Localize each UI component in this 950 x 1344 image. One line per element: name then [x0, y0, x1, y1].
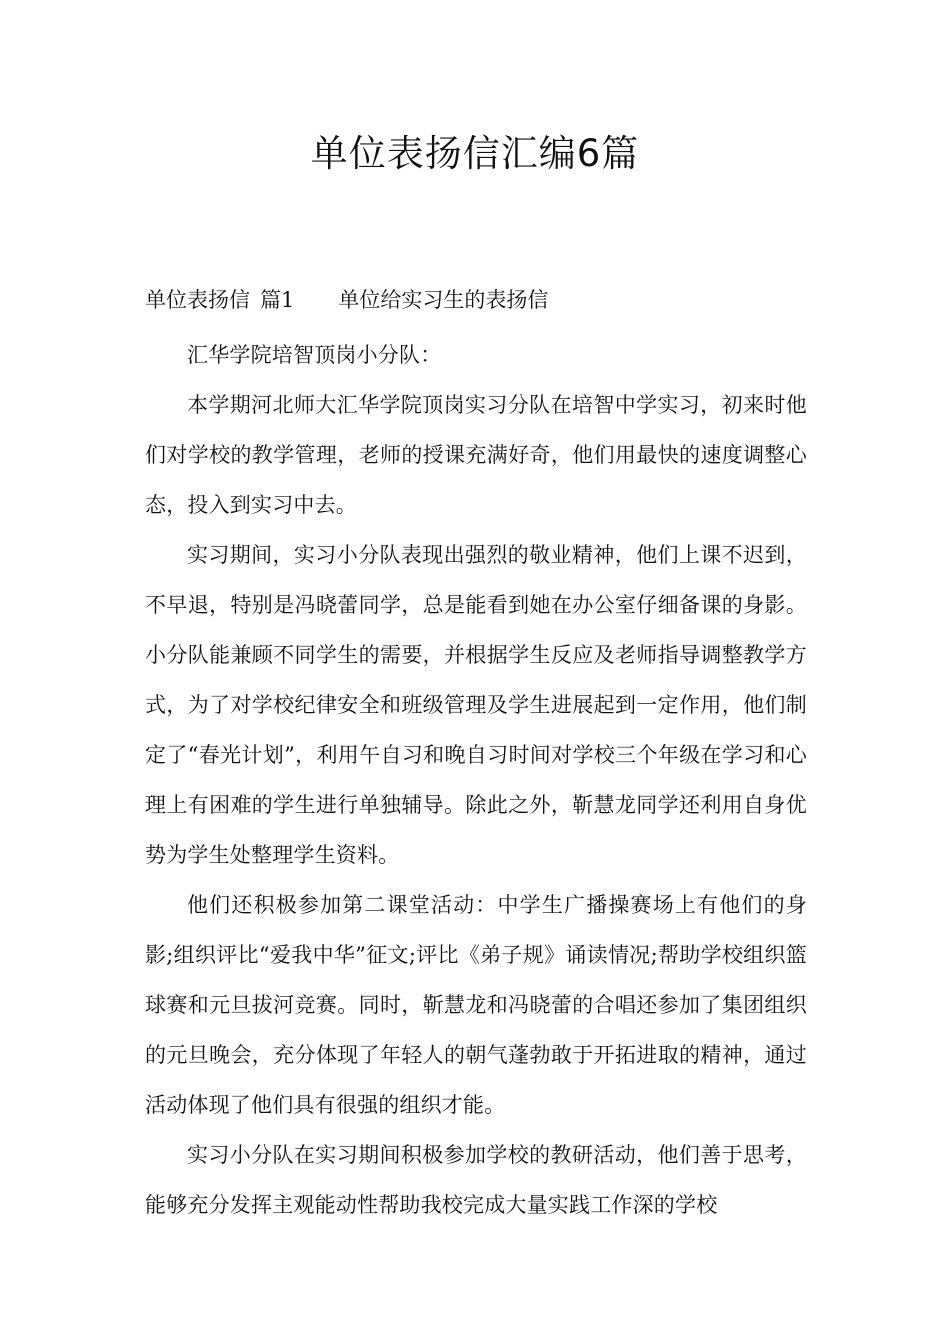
- section-label: 单位表扬信: [145, 288, 250, 312]
- document-body: [145, 280, 807, 1230]
- body-paragraph: 实习小分队在实习期间积极参加学校的教研活动，他们善于思考，能够充分发挥主观能动性帮助我校完成大量实践工作深的学校: [145, 1143, 807, 1217]
- body-paragraph: 他们还积极参加第二课堂活动：中学生广播操赛场上有他们的身影;组织评比“爱我中华”征文;评比《弟子规》诵读情况;帮助学校组织篮球赛和元旦拔河竞赛。同时，靳慧龙和冯晓蕾的合唱还参加了集团组织的元旦晚会，充分体现了年轻人的朝气蓬勃敢于开拓进取的精神，通过活动体现了他们具有很强的组织才能。: [145, 893, 807, 1117]
- body-paragraph: 实习期间，实习小分队表现出强烈的敬业精神，他们上课不迟到，不早退，特别是冯晓蕾同学，总是能看到她在办公室仔细备课的身影。小分队能兼顾不同学生的需要，并根据学生反应及老师指导调整教学方式，为了对学校纪律安全和班级管理及学生进展起到一定作用，他们制定了“春光计划”，利用午自习和晚自习时间对学校三个年级在学习和心理上有困难的学生进行单独辅导。除此之外，靳慧龙同学还利用自身优势为学生处整理学生资料。: [145, 543, 807, 867]
- section-subtitle: 单位给实习生的表扬信: [338, 288, 549, 312]
- body-paragraph: 本学期河北师大汇华学院顶岗实习分队在培智中学实习，初来时他们对学校的教学管理，老师的授课充满好奇，他们用最快的速度调整心态，投入到实习中去。: [145, 393, 807, 517]
- salutation-paragraph: 汇华学院培智顶岗小分队：: [187, 343, 442, 367]
- document-title: 单位表扬信汇编6篇: [310, 132, 640, 175]
- section-number: 篇1: [260, 288, 295, 312]
- section-heading: [145, 280, 807, 320]
